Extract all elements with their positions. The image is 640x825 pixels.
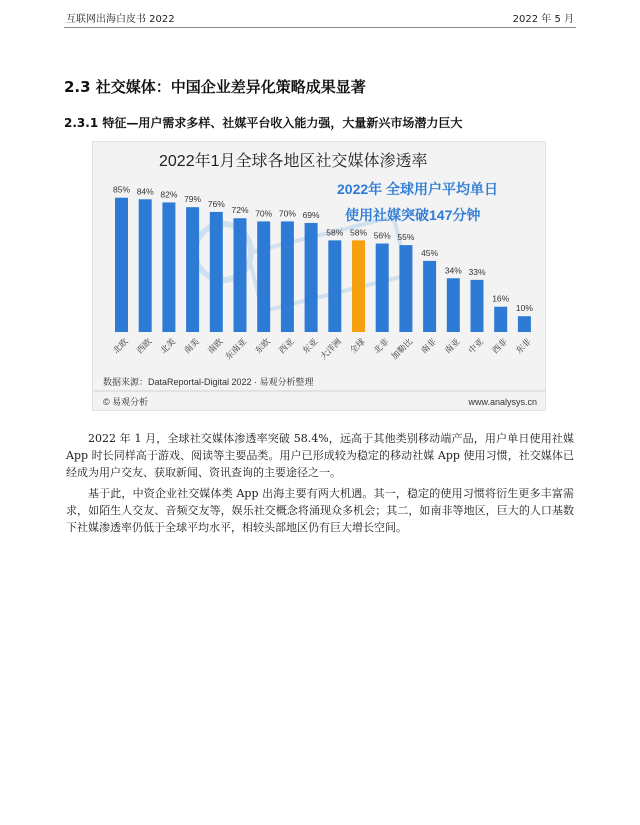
category-label-7: 西亚 — [277, 337, 297, 357]
bar-2 — [162, 202, 175, 332]
footer-logo: © 易观分析 — [103, 397, 149, 407]
value-label-10: 58% — [349, 227, 368, 238]
chart-figure — [92, 141, 546, 411]
category-labels-group — [111, 336, 534, 362]
category-label-10: 全球 — [348, 337, 368, 357]
section-title: 2.3 社交媒体：中国企业差异化策略成果显著 — [64, 78, 366, 96]
category-label-5: 东南亚 — [223, 337, 250, 363]
value-label-13: 45% — [421, 247, 439, 258]
value-label-4: 76% — [207, 198, 225, 209]
bar-chart — [93, 142, 545, 410]
bar-6 — [257, 221, 270, 332]
bar-5 — [234, 218, 247, 332]
header-doc-title: 互联网出海白皮书 2022 — [66, 14, 175, 25]
callout-line-2: 使用社媒突破147分钟 — [345, 207, 481, 223]
bar-17 — [518, 316, 531, 332]
callout-line-1: 2022年 全球用户平均单日 — [337, 181, 499, 197]
bar-13 — [423, 261, 436, 332]
value-label-9: 58% — [326, 227, 344, 238]
bar-7 — [281, 221, 294, 332]
bar-4 — [210, 212, 223, 332]
category-label-6: 东欧 — [253, 337, 273, 357]
bar-8 — [305, 223, 318, 332]
bar-0 — [115, 198, 128, 332]
value-label-3: 79% — [184, 194, 202, 205]
bar-11 — [376, 244, 389, 332]
header-divider — [64, 27, 576, 28]
bar-14 — [447, 278, 460, 332]
category-label-0: 北欧 — [111, 337, 131, 357]
category-label-3: 南美 — [182, 337, 202, 357]
paragraph-2: 基于此，中资企业社交媒体类 App 出海主要有两大机遇。其一，稳定的使用习惯将衍生更多丰富需求，如陌生人交友、音频交友等，娱乐社交概念将涌现众多机会；其二，如南非等地区，巨大的人口基数下社媒渗透率仍低于全球平均水平，相较头部地区仍有巨大增长空间。 — [66, 487, 574, 534]
category-label-16: 西非 — [490, 337, 510, 357]
category-label-1: 西欧 — [135, 337, 155, 357]
category-label-13: 南非 — [419, 337, 439, 357]
value-label-6: 70% — [255, 208, 273, 219]
bar-16 — [494, 307, 507, 332]
bar-10 — [352, 240, 365, 332]
value-label-7: 70% — [278, 208, 296, 219]
value-label-5: 72% — [231, 205, 249, 216]
value-labels-group — [113, 185, 533, 314]
bar-15 — [471, 280, 484, 332]
category-label-14: 南亚 — [443, 337, 463, 357]
bar-9 — [328, 240, 341, 332]
value-label-16: 16% — [492, 293, 510, 304]
chart-source: 数据来源：DataReportal-Digital 2022 · 易观分析整理 — [103, 377, 314, 387]
category-label-8: 东亚 — [301, 337, 321, 357]
header-date: 2022 年 5 月 — [512, 14, 574, 25]
category-label-17: 东非 — [514, 337, 534, 357]
subsection-title: 2.3.1 特征—用户需求多样、社媒平台收入能力强，大量新兴市场潜力巨大 — [64, 116, 463, 130]
value-label-11: 56% — [373, 230, 391, 241]
category-label-9: 大洋洲 — [318, 337, 344, 363]
value-label-8: 69% — [302, 209, 320, 220]
category-label-11: 北非 — [372, 337, 392, 357]
paragraph-1: 2022 年 1 月，全球社交媒体渗透率突破 58.4%，远高于其他类别移动端产品，用户单日使用社媒 App 时长同样高于游戏、阅读等主要品类。用户已形成较为稳定的移动社媒 App 使用习惯，社交媒体已经成为用户交友、获取新闻、资讯查询的主要途径之一。 — [66, 432, 574, 479]
value-label-2: 82% — [160, 189, 178, 200]
bar-3 — [186, 207, 199, 332]
category-label-12: 加勒比 — [389, 337, 415, 363]
value-label-1: 84% — [136, 186, 154, 197]
chart-title: 2022年1月全球各地区社交媒体渗透率 — [159, 153, 428, 170]
value-label-12: 55% — [397, 232, 415, 243]
category-label-2: 北美 — [158, 337, 178, 357]
bar-12 — [399, 245, 412, 332]
bar-1 — [139, 199, 152, 332]
value-label-17: 10% — [515, 303, 533, 314]
value-label-14: 34% — [444, 265, 462, 276]
value-label-0: 85% — [112, 184, 131, 195]
value-label-15: 33% — [468, 266, 486, 277]
footer-website: www.analysys.cn — [468, 397, 537, 407]
category-label-15: 中亚 — [466, 337, 487, 357]
category-label-4: 南欧 — [206, 337, 226, 357]
